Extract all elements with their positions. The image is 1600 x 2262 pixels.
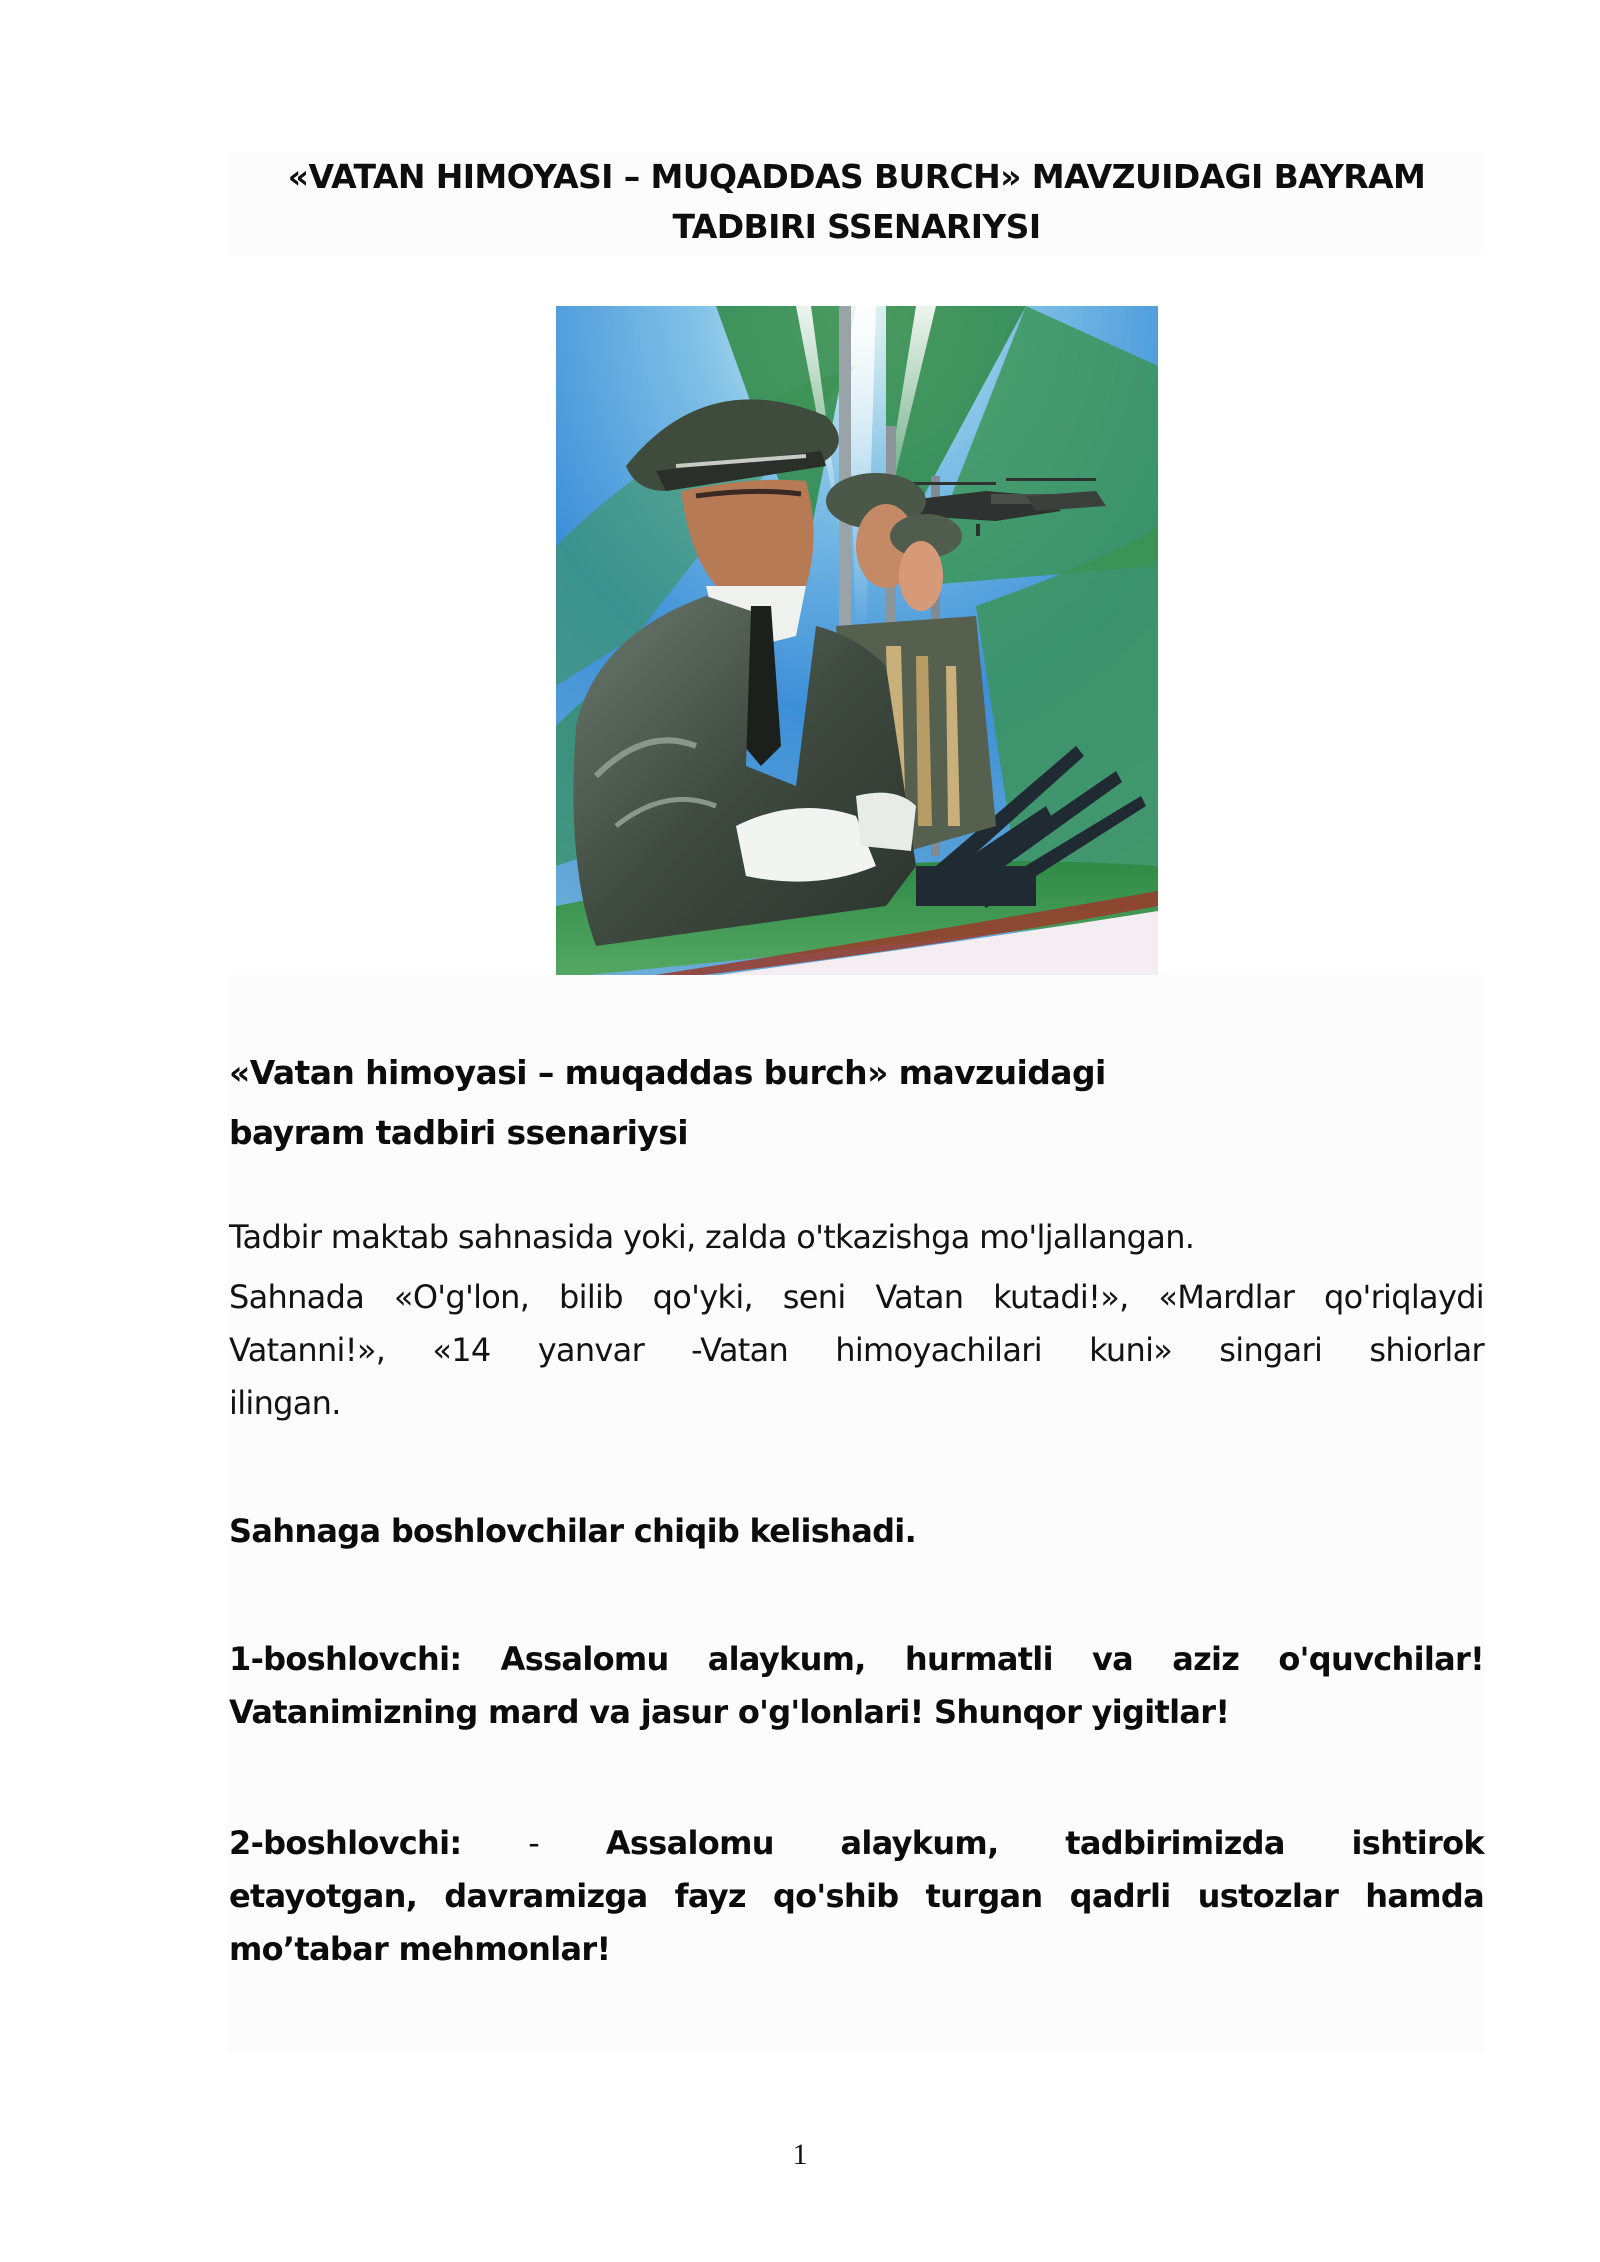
heading-line-2: bayram tadbiri ssenariysi <box>229 1113 688 1152</box>
stage-direction: Sahnaga boshlovchilar chiqib kelishadi. <box>229 1512 917 1550</box>
document-title <box>228 152 1485 255</box>
soldiers-image-icon <box>556 306 1158 978</box>
dialogue-host-1 <box>229 1633 1484 1739</box>
soldiers-illustration <box>556 306 1158 978</box>
host-1-line-1-text: Assalomu alaykum, hurmatli va aziz o'quvchilar! <box>500 1640 1484 1678</box>
stage-line-1: Sahnada «O'g'lon, bilib qo'yki, seni Vatan kutadi!», «Mardlar qo'riqlaydi <box>229 1278 1484 1316</box>
speaker-label: 1-boshlovchi: <box>229 1640 462 1678</box>
dash: - <box>528 1824 540 1862</box>
host-1-line-1 <box>229 1633 1484 1686</box>
host-2-line-2: etayotgan, davramizga fayz qo'shib turgan qadrli ustozlar hamda <box>229 1877 1484 1915</box>
host-2-line-1 <box>229 1817 1484 1870</box>
heading-line-1: «Vatan himoyasi – muqaddas burch» mavzuidagi <box>229 1053 1106 1092</box>
title-line-1: «VATAN HIMOYASI – MUQADDAS BURCH» MAVZUIDAGI BAYRAM <box>287 157 1426 196</box>
section-heading <box>229 1043 1484 1163</box>
host-2-line-1-text: Assalomu alaykum, tadbirimizda ishtirok <box>605 1824 1484 1862</box>
stage-line-2: Vatanni!», «14 yanvar -Vatan himoyachilari kuni» singari shiorlar <box>229 1331 1484 1369</box>
speaker-label: 2-boshlovchi: <box>229 1824 462 1862</box>
dialogue-host-2 <box>229 1817 1484 1976</box>
stage-paragraph <box>229 1271 1484 1430</box>
host-1-line-2: Vatanimizning mard va jasur o'g'lonlari! Shunqor yigitlar! <box>229 1693 1230 1731</box>
title-line-2: TADBIRI SSENARIYSI <box>672 207 1041 246</box>
document-body <box>228 975 1485 2052</box>
host-2-line-3: mo’tabar mehmonlar! <box>229 1930 611 1968</box>
stage-line-3: ilingan. <box>229 1384 341 1422</box>
intro-paragraph: Tadbir maktab sahnasida yoki, zalda o'tkazishga mo'ljallangan. <box>229 1218 1195 1256</box>
page-number: 1 <box>792 2138 808 2171</box>
